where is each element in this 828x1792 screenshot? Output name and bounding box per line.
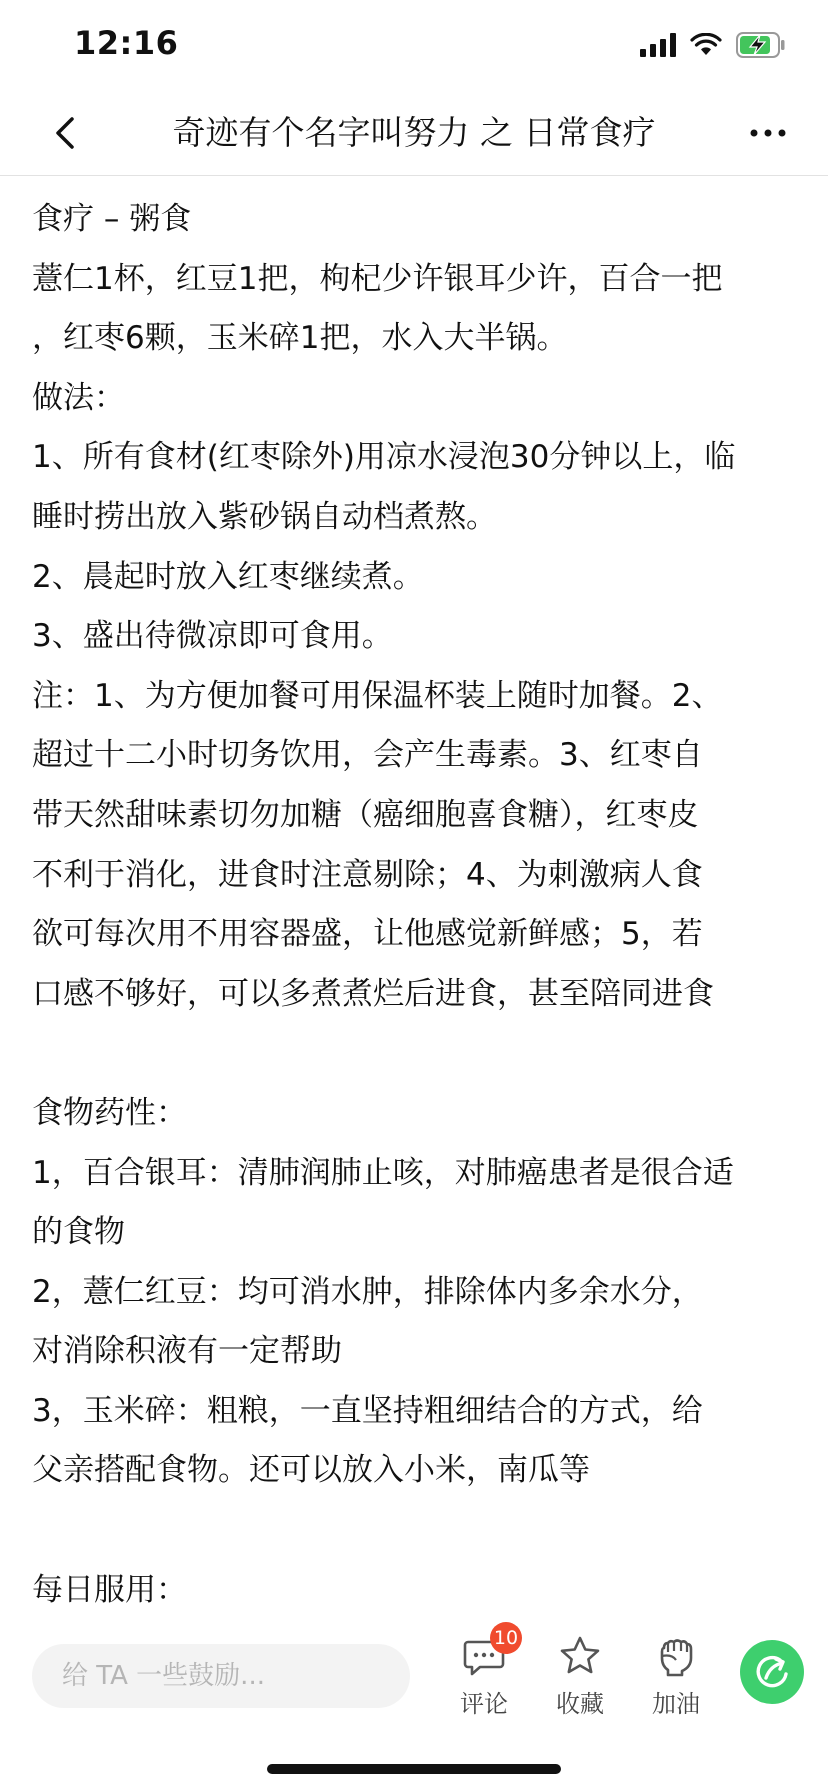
text-line: 超过十二小时切务饮用，会产生毒素。3、红枣自 xyxy=(32,737,703,774)
text-line xyxy=(32,1501,802,1561)
favorite-button[interactable] xyxy=(540,1634,620,1719)
page-title: 奇迹有个名字叫努力 之 日常食疗 xyxy=(172,113,656,152)
text-line: 2、晨起时放入红枣继续煮。 xyxy=(32,558,424,595)
text-line: 3、盛出待微凉即可食用。 xyxy=(32,618,393,655)
wifi-icon xyxy=(690,33,722,57)
text-line: 欲可每次用不用容器盛，让他感觉新鲜感；5，若 xyxy=(32,916,703,953)
text-line: 父亲搭配食物。还可以放入小米，南瓜等 xyxy=(32,1452,590,1489)
bottom-action-bar xyxy=(0,1620,828,1740)
text-line: 1、所有食材(红枣除外)用凉水浸泡30分钟以上，临 xyxy=(32,439,736,476)
text-line: 食疗 – 粥食 xyxy=(32,201,192,237)
share-arrow-icon xyxy=(752,1652,792,1692)
favorite-label: 收藏 xyxy=(556,1690,604,1718)
back-button[interactable] xyxy=(40,108,90,158)
text-line: 带天然甜味素切勿加糖（癌细胞喜食糖），红枣皮 xyxy=(32,796,699,833)
status-time: 12:16 xyxy=(74,24,179,62)
text-line: 薏仁1杯，红豆1把，枸杞少许银耳少许，百合一把 xyxy=(32,260,723,297)
chevron-left-icon xyxy=(54,116,76,150)
cheer-button[interactable] xyxy=(636,1634,716,1719)
star-icon xyxy=(558,1634,602,1678)
comment-count-badge: 10 xyxy=(490,1622,522,1654)
text-line: 1，百合银耳：清肺润肺止咳，对肺癌患者是很合适 xyxy=(32,1154,734,1191)
fist-icon xyxy=(654,1634,698,1678)
text-line: 对消除积液有一定帮助 xyxy=(32,1333,342,1370)
text-line: 的食物 xyxy=(32,1214,125,1251)
battery-charging-icon xyxy=(736,32,786,58)
text-line: 每日服用： xyxy=(32,1571,187,1608)
text-line: 不利于消化，进食时注意剔除；4、为刺激病人食 xyxy=(32,856,703,893)
text-line: 3，玉米碎：粗粮，一直坚持粗细结合的方式，给 xyxy=(32,1392,703,1429)
status-bar xyxy=(0,0,828,90)
cheer-label: 加油 xyxy=(652,1690,700,1718)
status-icons xyxy=(640,30,786,60)
text-line: 口感不够好，可以多煮煮烂后进食，甚至陪同进食 xyxy=(32,975,714,1012)
text-line: 做法： xyxy=(32,379,125,416)
comment-input[interactable] xyxy=(32,1644,410,1708)
text-line: 睡时捞出放入紫砂锅自动档煮熬。 xyxy=(32,498,497,535)
nav-bar xyxy=(0,90,828,176)
more-button[interactable] xyxy=(738,108,798,158)
signal-icon xyxy=(640,33,676,57)
more-dots-icon xyxy=(750,129,786,137)
share-button[interactable] xyxy=(740,1640,804,1704)
comment-label: 评论 xyxy=(460,1690,508,1718)
text-line xyxy=(32,1024,802,1084)
text-line: 2，薏仁红豆：均可消水肿，排除体内多余水分， xyxy=(32,1273,703,1310)
text-line: ，红枣6颗，玉米碎1把，水入大半锅。 xyxy=(32,320,568,357)
text-line: 食物药性： xyxy=(32,1094,187,1131)
text-line: 注：1、为方便加餐可用保温杯装上随时加餐。2、 xyxy=(32,677,723,714)
home-indicator xyxy=(267,1764,561,1774)
article-body xyxy=(32,190,802,1620)
comment-button[interactable] xyxy=(444,1627,524,1719)
